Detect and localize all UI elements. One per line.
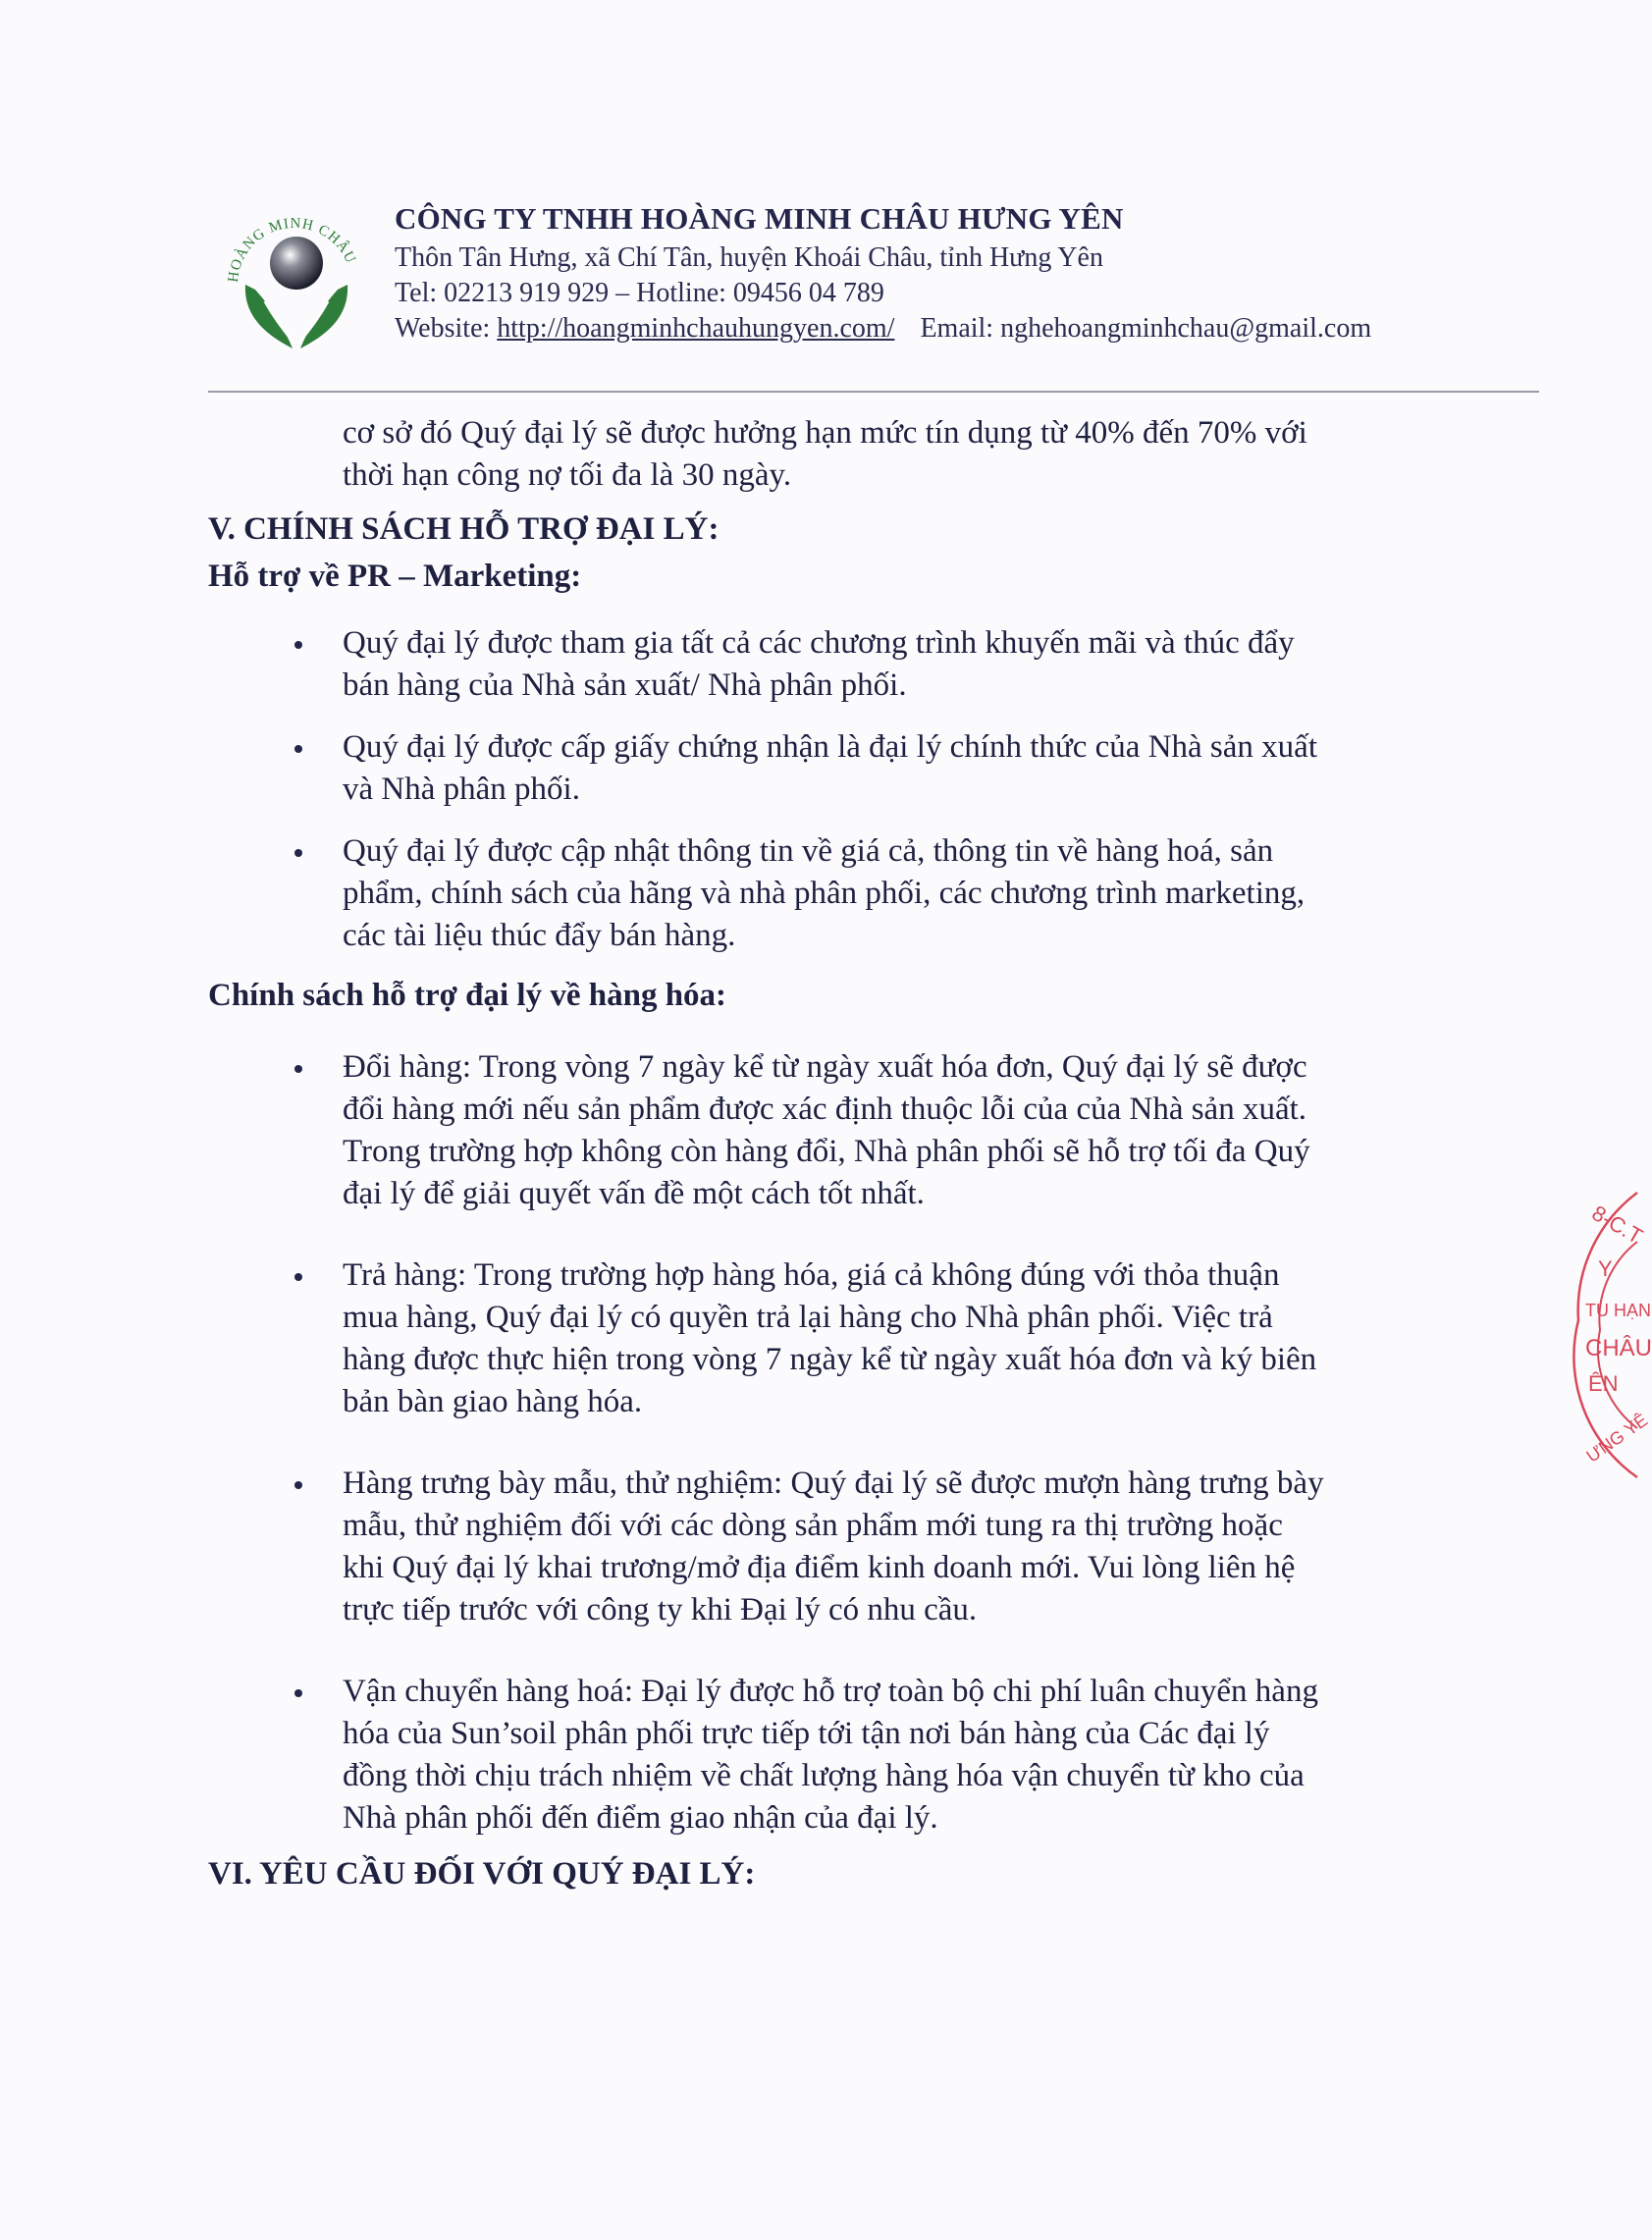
letterhead-divider [208, 391, 1539, 393]
company-email: Email: nghehoangminhchau@gmail.com [920, 313, 1372, 344]
list-item: Quý đại lý được tham gia tất cả các chương trình khuyến mãi và thúc đẩy bán hàng của Nhà sản xuất/ Nhà phân phối. [208, 622, 1455, 707]
list-item: Hàng trưng bày mẫu, thử nghiệm: Quý đại lý sẽ được mượn hàng trưng bày mẫu, thử nghiệm đối với các dòng sản phẩm mới tung ra thị trường hoặc khi Quý đại lý khai trương/mở địa điểm kinh doanh mới. Vui lòng liên hệ trực tiếp trước với công ty khi Đại lý có nhu cầu. [208, 1463, 1455, 1631]
section-v-title: V. CHÍNH SÁCH HỖ TRỢ ĐẠI LÝ: [208, 511, 719, 547]
pr-marketing-list [208, 622, 1455, 957]
company-address: Thôn Tân Hưng, xã Chí Tân, huyện Khoái Châu, tỉnh Hưng Yên [395, 242, 1103, 273]
pr-marketing-title: Hỗ trợ về PR – Marketing: [208, 559, 582, 594]
letterhead [216, 191, 1551, 358]
list-item: Vận chuyển hàng hoá: Đại lý được hỗ trợ toàn bộ chi phí luân chuyển hàng hóa của Sun’soil phân phối trực tiếp tới tận nơi bán hàng của Các đại lý đồng thời chịu trách nhiệm về chất lượng hàng hóa vận chuyển từ kho của Nhà phân phối đến điểm giao nhận của đại lý. [208, 1671, 1455, 1840]
bullet-icon [294, 849, 302, 857]
svg-text:HOÀNG MINH CHÂU: HOÀNG MINH CHÂU [225, 215, 359, 284]
bullet-icon [294, 1273, 302, 1281]
list-item: Quý đại lý được cập nhật thông tin về giá cả, thông tin về hàng hoá, sản phẩm, chính sách của hãng và nhà phân phối, các chương trình marketing, các tài liệu thúc đẩy bán hàng. [208, 830, 1455, 957]
list-item: Quý đại lý được cấp giấy chứng nhận là đại lý chính thức của Nhà sản xuất và Nhà phân phối. [208, 726, 1455, 811]
document-body [208, 412, 1455, 1895]
intro-paragraph [208, 412, 1455, 497]
website-label: Website: [395, 313, 498, 344]
company-name: CÔNG TY TNHH HOÀNG MINH CHÂU HƯNG YÊN [395, 201, 1124, 236]
list-item: Trả hàng: Trong trường hợp hàng hóa, giá cả không đúng với thỏa thuận mua hàng, Quý đại lý có quyền trả lại hàng cho Nhà phân phối. Việc trả hàng được thực hiện trong vòng 7 ngày kể từ ngày xuất hóa đơn và ký biên bản bàn giao hàng hóa. [208, 1254, 1455, 1423]
intro-line: thời hạn công nợ tối đa là 30 ngày. [343, 457, 792, 493]
bullet-icon [294, 641, 302, 649]
company-contacts [395, 311, 1371, 347]
section-vi-title: VI. YÊU CẦU ĐỐI VỚI QUÝ ĐẠI LÝ: [208, 1856, 756, 1892]
goods-support-title: Chính sách hỗ trợ đại lý về hàng hóa: [208, 978, 727, 1013]
company-phone: Tel: 02213 919 929 – Hotline: 09456 04 789 [395, 278, 884, 308]
intro-line: cơ sở đó Quý đại lý sẽ được hưởng hạn mức tín dụng từ 40% đến 70% với [343, 415, 1307, 451]
bullet-icon [294, 1689, 302, 1697]
company-seal-fragment: 8-C.T Y TU HẠN CHÂU ÊN ƯNG YÊ [1561, 1183, 1637, 1497]
bullet-icon [294, 1065, 302, 1073]
company-info [395, 201, 1371, 347]
goods-support-list [208, 1046, 1455, 1840]
bullet-icon [294, 745, 302, 753]
list-item: Đổi hàng: Trong vòng 7 ngày kể từ ngày xuất hóa đơn, Quý đại lý sẽ được đổi hàng mới nếu sản phẩm được xác định thuộc lỗi của của Nhà sản xuất. Trong trường hợp không còn hàng đổi, Nhà phân phối sẽ hỗ trợ tối đa Quý đại lý để giải quyết vấn đề một cách tốt nhất. [208, 1046, 1455, 1215]
company-logo [216, 191, 373, 353]
website-link[interactable]: http://hoangminhchauhungyen.com/ [497, 313, 895, 344]
bullet-icon [294, 1481, 302, 1489]
